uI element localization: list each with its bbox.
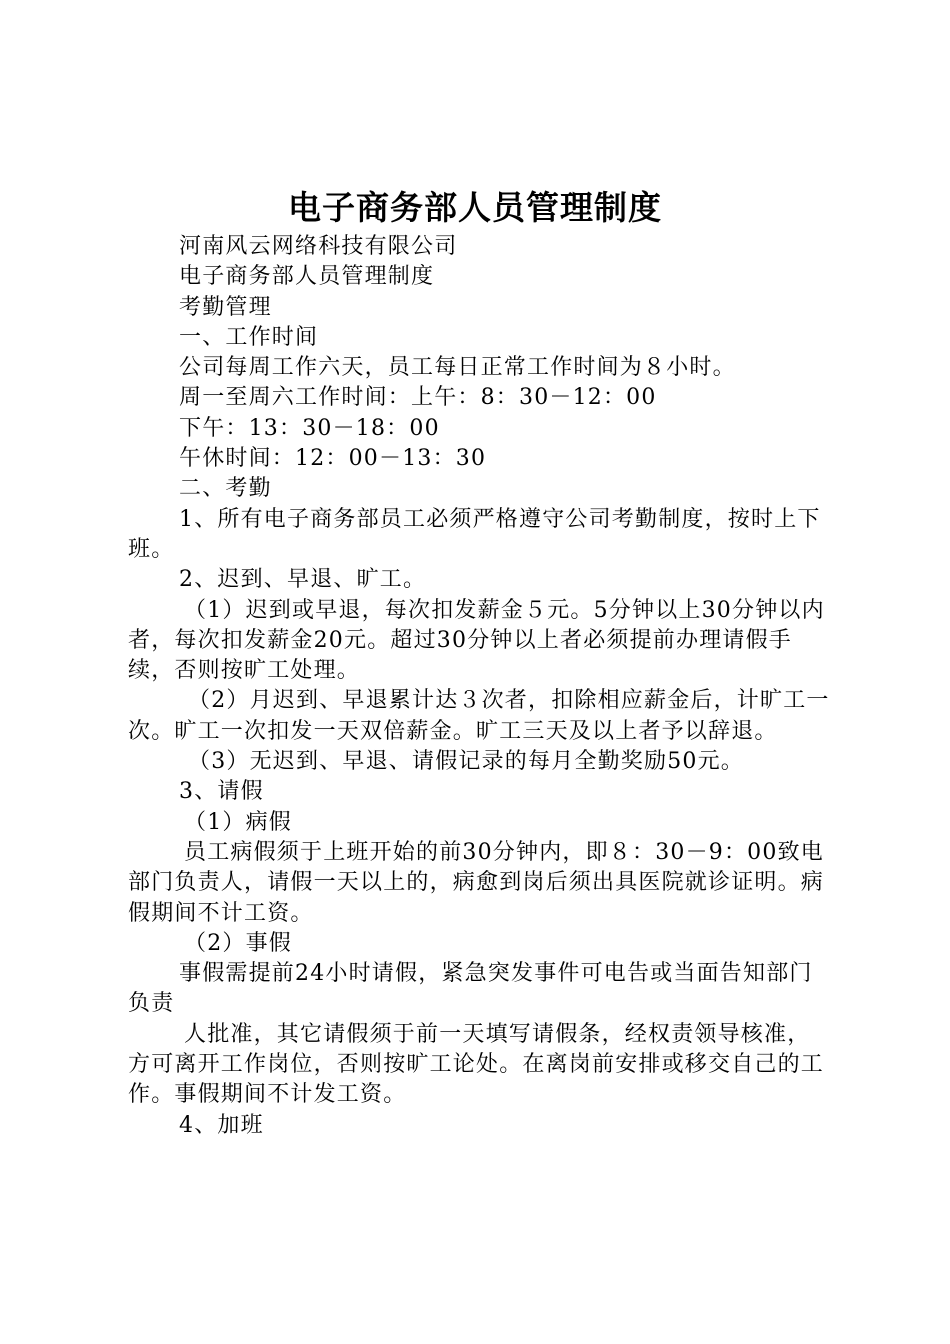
paragraph: （1）迟到或早退，每次扣发薪金５元。5分钟以上30分钟以内者，每次扣发薪金20元。超过30分钟以上者必须提前办理请假手续，否则按旷工处理。 bbox=[128, 597, 825, 684]
section-heading: 二、考勤 bbox=[179, 476, 272, 502]
subsection-heading: （1）病假 bbox=[184, 809, 292, 835]
paragraph: （2）月迟到、早退累计达３次者，扣除相应薪金后，计旷工一次。旷工一次扣发一天双倍薪金。旷工三天及以上者予以辞退。 bbox=[128, 688, 830, 744]
document-title: 电子商务部人员管理制度 bbox=[288, 188, 662, 227]
paragraph: 公司每周工作六天，员工每日正常工作时间为８小时。 bbox=[179, 355, 736, 381]
paragraph: 人批准，其它请假须于前一天填写请假条，经权责领导核准，方可离开工作岗位，否则按旷工论处。在离岗前安排或移交自己的工作。事假期间不计发工资。 bbox=[128, 1021, 825, 1108]
section-heading: 一、工作时间 bbox=[179, 324, 319, 350]
paragraph: （3）无迟到、早退、请假记录的每月全勤奖励50元。 bbox=[188, 749, 744, 775]
subsection-heading: （2）事假 bbox=[184, 930, 292, 956]
section-heading: 4、加班 bbox=[179, 1112, 264, 1138]
document-body bbox=[128, 232, 833, 1141]
section-heading: 3、请假 bbox=[179, 779, 264, 805]
company-name: 河南风云网络科技有限公司 bbox=[179, 234, 458, 259]
paragraph: 事假需提前24小时请假，紧急突发事件可电告或当面告知部门负责 bbox=[128, 961, 813, 1017]
document-subtitle: 电子商务部人员管理制度 bbox=[179, 264, 435, 290]
paragraph: 午休时间：12：00－13：30 bbox=[179, 446, 487, 472]
paragraph: 2、迟到、早退、旷工。 bbox=[179, 567, 427, 593]
paragraph: 下午：13：30－18：00 bbox=[179, 415, 440, 441]
paragraph: 员工病假须于上班开始的前30分钟内，即８：30－9：00致电部门负责人，请假一天以上的，病愈到岗后须出具医院就诊证明。病假期间不计工资。 bbox=[128, 839, 825, 926]
section-heading: 考勤管理 bbox=[179, 294, 272, 320]
paragraph: 周一至周六工作时间：上午：8：30－12：00 bbox=[179, 385, 657, 411]
paragraph: 1、所有电子商务部员工必须严格遵守公司考勤制度，按时上下班。 bbox=[128, 506, 821, 562]
